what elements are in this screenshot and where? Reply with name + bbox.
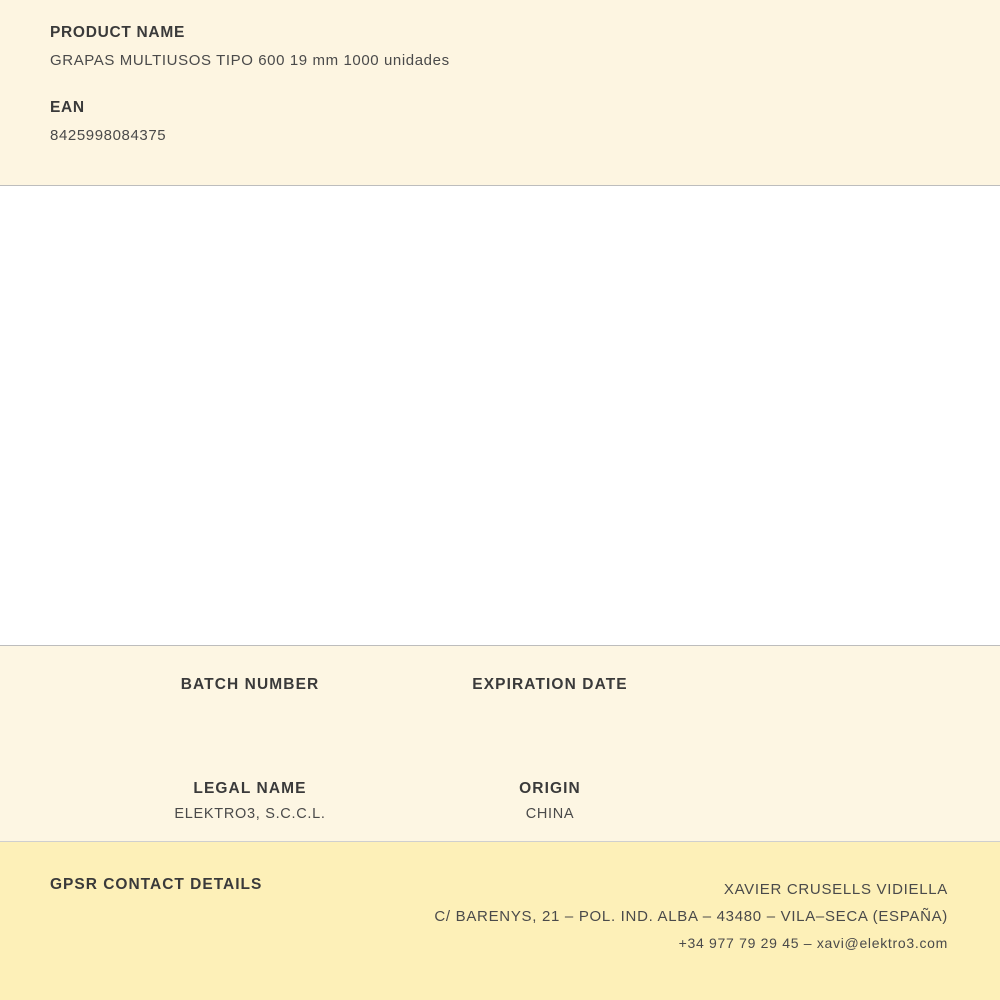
expiration-date-cell <box>400 676 700 720</box>
gpsr-footer-block <box>0 842 1000 1000</box>
product-header-block <box>0 0 1000 186</box>
product-name-value: GRAPAS MULTIUSOS TIPO 600 19 mm 1000 unidades <box>50 52 450 69</box>
origin-value: CHINA <box>525 806 575 822</box>
info-spacer-left-2 <box>0 780 100 822</box>
expiration-date-label: EXPIRATION DATE <box>472 676 628 693</box>
info-spacer-left <box>0 676 100 720</box>
batch-number-label: BATCH NUMBER <box>180 676 320 693</box>
gpsr-contact-lines <box>434 876 948 957</box>
product-image-area <box>0 186 1000 646</box>
gpsr-contact-phone-email: +34 977 79 29 45 – xavi@elektro3.com <box>678 935 948 951</box>
product-name-label: PRODUCT NAME <box>50 24 185 41</box>
ean-value: 8425998084375 <box>50 127 167 144</box>
origin-cell <box>400 780 700 822</box>
legal-name-label: LEGAL NAME <box>193 780 307 797</box>
product-name-group <box>50 24 950 69</box>
gpsr-contact-name: XAVIER CRUSELLS VIDIELLA <box>723 881 948 898</box>
product-info-block <box>0 646 1000 842</box>
gpsr-contact-title: GPSR CONTACT DETAILS <box>50 876 263 893</box>
legal-name-value: ELEKTRO3, S.C.C.L. <box>174 806 326 822</box>
legal-name-cell <box>100 780 400 822</box>
ean-label: EAN <box>50 99 85 116</box>
batch-number-cell <box>100 676 400 720</box>
info-row-batch-expiration <box>0 646 1000 720</box>
info-row-legal-origin <box>0 720 1000 822</box>
origin-label: ORIGIN <box>519 780 581 797</box>
gpsr-contact-address: C/ BARENYS, 21 – POL. IND. ALBA – 43480 – VILA–SECA (ESPAÑA) <box>434 908 948 925</box>
expiration-date-value <box>400 702 700 720</box>
ean-group <box>50 99 950 144</box>
batch-number-value <box>100 702 400 720</box>
